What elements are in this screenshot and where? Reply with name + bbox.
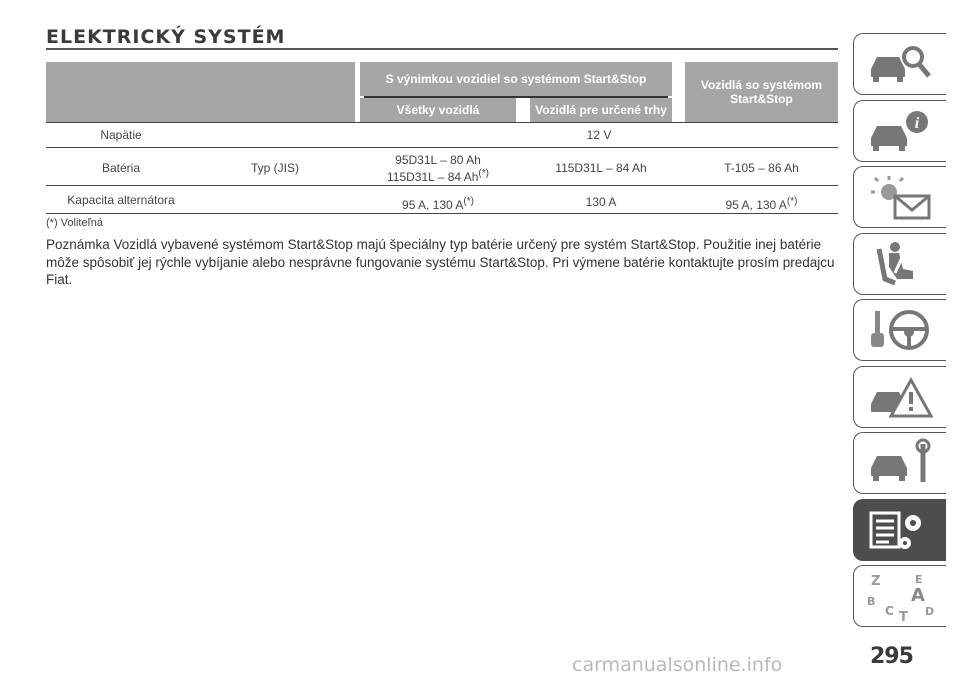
- section-heading: ELEKTRICKÝ SYSTÉM: [46, 26, 286, 48]
- table-header-blank: [46, 62, 355, 122]
- tab-seat-airbag[interactable]: [853, 233, 946, 295]
- specifications-gear-icon: [865, 505, 935, 555]
- svg-text:E: E: [915, 573, 923, 586]
- page-number: 295: [870, 644, 913, 669]
- svg-text:B: B: [867, 595, 876, 608]
- svg-text:i: i: [914, 115, 920, 132]
- table-header-specific-markets: Vozidlá pre určené trhy: [530, 98, 672, 122]
- tab-car-search[interactable]: [853, 33, 946, 95]
- row-battery-start-stop: T-105 – 86 Ah: [724, 161, 799, 175]
- table-rule: [46, 185, 838, 186]
- optional-mark: (*): [463, 196, 474, 207]
- car-info-icon: [865, 106, 935, 156]
- row-alternator-all: 95 A, 130 A(*): [402, 196, 474, 212]
- car-search-icon: [865, 39, 935, 89]
- row-voltage-label: Napätie: [100, 128, 142, 142]
- note-paragraph: Poznámka Vozidlá vybavené systémom Start&Stop majú špeciálny typ batérie určený pre systém Start&Stop. Použitie inej batérie môže spôsobiť jej rýchle vybíjanie alebo nesprávne fungovanie systému Start&Stop. Pri výmene batérie kontaktujte prosím predajcu Fiat.: [46, 237, 835, 287]
- alphabetical-index-icon: [865, 571, 935, 621]
- key-steering-wheel-icon: [865, 305, 935, 355]
- battery-all-line1: 95D31L – 80 Ah: [395, 153, 481, 167]
- battery-all-line2: 115D31L – 84 Ah(*): [387, 168, 489, 184]
- row-battery-label: Batéria: [101, 161, 141, 175]
- table-rule: [46, 122, 838, 123]
- optional-mark: (*): [478, 168, 489, 179]
- tab-alphabetical-index[interactable]: [853, 565, 946, 627]
- tab-car-accident[interactable]: [853, 366, 946, 428]
- watermark-text: carmanualsonline.info: [572, 654, 783, 676]
- row-battery-all: [360, 153, 516, 184]
- row-alternator-label: Kapacita alternátora: [67, 193, 175, 207]
- table-header-group: S výnimkou vozidiel so systémom Start&Stop: [360, 62, 672, 96]
- svg-text:A: A: [911, 585, 925, 606]
- tab-car-info[interactable]: [853, 100, 946, 162]
- row-voltage-value: 12 V: [586, 128, 612, 142]
- table-rule: [46, 147, 838, 148]
- warning-lights-icon: [865, 172, 935, 222]
- table-rule: [46, 213, 838, 214]
- seat-airbag-icon: [865, 239, 935, 289]
- row-battery-type: Typ (JIS): [250, 161, 299, 175]
- svg-text:T: T: [899, 610, 908, 621]
- car-wrench-icon: [865, 438, 935, 488]
- table-header-all-vehicles: Všetky vozidlá: [360, 98, 516, 122]
- svg-text:D: D: [925, 605, 935, 618]
- heading-rule: [46, 48, 838, 50]
- row-alternator-start-stop: 95 A, 130 A(*): [725, 196, 798, 212]
- row-alternator-markets: 130 A: [585, 195, 617, 209]
- tab-specifications[interactable]: [853, 499, 946, 561]
- table-header-start-stop: Vozidlá so systémom Start&Stop: [685, 62, 838, 122]
- tab-key-steering[interactable]: [853, 299, 946, 361]
- footnote: (*) Voliteľná: [46, 217, 104, 229]
- tab-warning-lights[interactable]: [853, 166, 946, 228]
- svg-text:C: C: [885, 604, 894, 618]
- optional-mark: (*): [786, 196, 798, 207]
- car-accident-warning-icon: [865, 372, 935, 422]
- row-battery-markets: 115D31L – 84 Ah: [555, 161, 647, 175]
- tab-car-wrench[interactable]: [853, 432, 946, 494]
- svg-text:Z: Z: [871, 574, 881, 589]
